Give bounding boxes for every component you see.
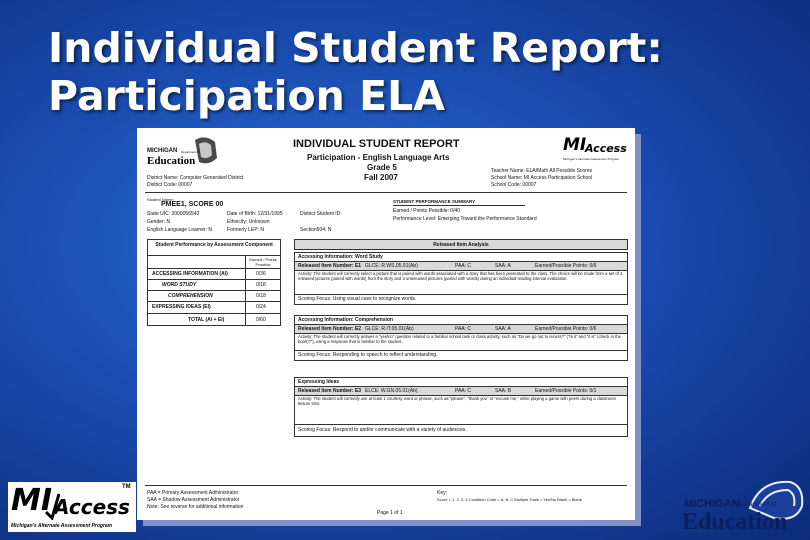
item-number: Released Item Number: E2	[298, 326, 362, 332]
report-brand-access: Access	[585, 142, 627, 155]
mi-access-logo-access: Access	[54, 495, 130, 519]
item-points: Earned/Possible Points: 0/6	[535, 263, 597, 269]
school-code: School Code: 00007	[491, 182, 537, 188]
item-number: Released Item Number: E1	[298, 263, 362, 269]
gender: Gender: N	[147, 219, 171, 225]
report-brand-tagline: Michigan's Alternate Assessment Program	[563, 157, 620, 161]
mi-access-logo	[8, 482, 136, 532]
item-number: Released Item Number: E3	[298, 388, 362, 394]
mi-access-logo-tagline: Michigan's Alternate Assessment Program	[11, 523, 113, 529]
released-item	[294, 315, 628, 361]
footer-key-detail: Score = 1, 2, 3, 4 Condition Code = A, B, C Multiple Trials = Yes/No Blank = Blank	[437, 497, 582, 502]
item-focus: Scoring Focus: Respond to and/or communicate with a variety of audiences.	[298, 427, 467, 433]
released-item	[294, 377, 628, 437]
report-brand-michigan: MICHIGAN	[147, 148, 178, 154]
component-label: ACCESSING INFORMATION (AI)	[152, 271, 228, 277]
performance-level: Performance Level: Emerging Toward the Performance Standard	[393, 216, 537, 222]
page-number: Page 1 of 1	[377, 510, 403, 516]
footer-saa: SAA = Shadow Assessment Administrator	[147, 497, 240, 503]
michigan-education-logo	[676, 478, 806, 536]
michigan-education-logo-dept: Department of	[738, 502, 777, 508]
item-section: Accessing Information: Comprehension	[298, 317, 394, 323]
district-code: District Code: 00007	[147, 182, 193, 188]
summary-title: STUDENT PERFORMANCE SUMMARY	[393, 199, 476, 204]
item-saa: SAA: A	[495, 326, 511, 332]
item-section: Accessing Information: Word Study	[298, 254, 383, 260]
ell-status: English Language Learner: N	[147, 227, 213, 233]
item-paa: PAA: C	[455, 263, 472, 269]
component-table-title: Student Performance by Assessment Component	[155, 242, 273, 248]
component-value: 0/60	[256, 317, 266, 323]
student-name: PMEE1, SCORE 00	[161, 201, 224, 208]
teacher-name: Teacher Name: ELA/Math All Possible Scores	[491, 168, 593, 174]
component-label: COMPREHENSION	[168, 293, 213, 299]
report-brand-mi: MI	[563, 135, 587, 155]
michigan-education-logo-michigan: MICHIGAN	[684, 498, 740, 510]
component-label: EXPRESSING IDEAS (EI)	[152, 304, 211, 310]
item-paa: PAA: C	[455, 388, 472, 394]
slide-title-line2: Participation ELA	[48, 72, 446, 120]
district-student-id: District Student ID:	[300, 211, 342, 217]
item-paa: PAA: C	[455, 326, 472, 332]
slide-title-line1: Individual Student Report:	[48, 24, 663, 72]
earned-points: Earned / Points Possible: 0/40	[393, 208, 460, 214]
footer-note: Note: See reverse for additional information	[147, 504, 244, 510]
component-value: 0/18	[256, 293, 266, 299]
item-activity: Activity: The student will correctly select a picture that is paired with words associated with a story that has been presented to the class. The choice will be made from a set of 4 released pictures (paired with words) from the story and 4 unreleased pictures (paired with words) during an individual reading interval evaluation.	[298, 271, 623, 281]
report-sheet	[137, 128, 635, 520]
component-label: TOTAL (AI + EI)	[188, 317, 225, 323]
released-item	[294, 252, 628, 305]
analysis-header	[294, 239, 628, 250]
report-subheading: Participation - English Language Arts	[307, 153, 450, 162]
earned-header: Earned / Points Possible	[249, 257, 277, 267]
footer-key: Key:	[437, 490, 448, 496]
report-grade: Grade 5	[367, 163, 397, 172]
report-heading: INDIVIDUAL STUDENT REPORT	[293, 138, 460, 150]
section-504: Section504: N	[300, 227, 332, 233]
component-table	[147, 239, 281, 326]
report-term: Fall 2007	[364, 173, 398, 182]
component-value: 0/24	[256, 304, 266, 310]
item-saa: SAA: A	[495, 263, 511, 269]
mi-access-logo-tm: TM	[122, 484, 131, 490]
report-miaccess-logo	[563, 136, 631, 172]
ethnicity: Ethnicity: Unknown	[227, 219, 270, 225]
student-name-label: Student Name:	[147, 197, 174, 202]
analysis-title: Released Item Analysis	[433, 242, 489, 248]
item-activity: Activity: The student will correctly use at least 1 courtesy word or phrase, such as "please", "thank you" or "excuse me," while playing a game with peers during a classroom leisure time.	[298, 396, 616, 406]
report-michigan-logo	[147, 136, 217, 172]
state-uic: State UIC: 2000056543	[147, 211, 200, 217]
item-focus: Scoring Focus: Responding to speech to reflect understanding.	[298, 352, 438, 358]
item-activity: Activity: The student will correctly answer a "yes/no" question related to a familiar school task or class activity, such as "Do we go out to recess?" ("Is it" and "it is" (check in the book)?"), using a response that is familiar to the student.	[298, 334, 621, 344]
item-section: Expressing Ideas	[298, 379, 340, 385]
component-value: 0/36	[256, 271, 266, 277]
item-points: Earned/Possible Points: 0/1	[535, 388, 597, 394]
component-label: WORD STUDY	[162, 282, 197, 288]
mi-access-logo-mi: MI	[11, 483, 53, 518]
school-name: School Name: MI Access Participation School	[491, 175, 593, 181]
item-focus: Scoring Focus: Using visual cues to recognize words.	[298, 296, 417, 302]
item-glce: GLCE: R.IT.05.01(Ab)	[365, 326, 414, 332]
item-glce: ELCE: W.GN.05.01(Ab)	[365, 388, 418, 394]
item-saa: SAA: B	[495, 388, 512, 394]
item-glce: GLCE: R.WS.05.01(Ab)	[365, 263, 418, 269]
date-of-birth: Date of Birth: 12/31/1995	[227, 211, 283, 217]
michigan-education-logo-education: Education	[682, 509, 788, 535]
footer-paa: PAA = Primary Assessment Administrator	[147, 490, 239, 496]
district-name: District Name: Computer Generated District	[147, 175, 244, 181]
formerly-lep: Formerly LEP: N	[227, 227, 264, 233]
item-points: Earned/Possible Points: 0/6	[535, 326, 597, 332]
report-brand-dept: Department of	[181, 150, 201, 154]
component-value: 0/18	[256, 282, 266, 288]
report-brand-education: Education	[147, 155, 196, 167]
slide-title	[48, 24, 663, 120]
